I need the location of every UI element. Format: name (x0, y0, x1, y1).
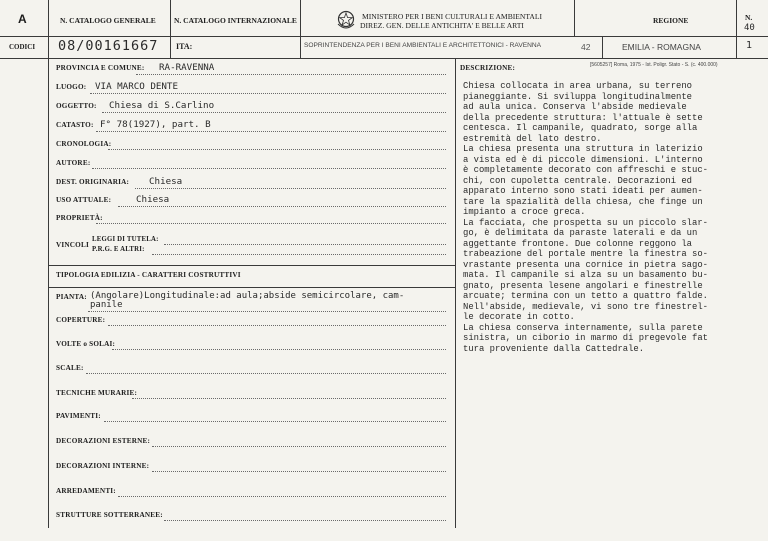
descrizione-line: della precedente struttura: l'attuale è sette (463, 112, 703, 123)
scale-label: SCALE: (56, 364, 84, 372)
oggetto-label: OGGETTO: (56, 102, 97, 110)
catalogo-generale-label: N. CATALOGO GENERALE (60, 16, 156, 25)
pianta-label: PIANTA: (56, 293, 87, 301)
pianta-value-line-1: (Angolare)Longitudinale:ad aula;abside semicircolare, cam- (90, 291, 405, 301)
cronologia-label: CRONOLOGIA: (56, 140, 112, 148)
descrizione-line: mata. Il campanile si alza su un basamento bu- (463, 270, 708, 280)
descrizione-line: arcuate; termina con un tetto a quattro falde. (463, 291, 708, 301)
numero-header-value: 40 (744, 23, 755, 33)
autore-line (92, 168, 446, 169)
descrizione-line: estremità del lato destro. (463, 133, 602, 144)
soprintendenza-code: 42 (581, 42, 591, 52)
uso-attuale-value: Chiesa (136, 194, 170, 205)
strutture-sotterranee-label: STRUTTURE SOTTERRANEE: (56, 511, 163, 519)
descrizione-label: DESCRIZIONE: (460, 64, 516, 72)
codici-label: CODICI (9, 43, 36, 51)
leggi-tutela-line (164, 244, 446, 245)
oggetto-value: Chiesa di S.Carlino (109, 100, 215, 111)
pianta-value-line-2: panile (90, 300, 123, 310)
catasto-label: CATASTO: (56, 121, 94, 129)
descrizione-line: Nell'abside, medievale, vi sono tre finestrel- (463, 301, 708, 312)
leggi-tutela-label: LEGGI DI TUTELA: (92, 236, 159, 243)
vincoli-label: VINCOLI (56, 241, 89, 249)
luogo-value: VIA MARCO DENTE (95, 81, 178, 92)
provincia-value: RA-RAVENNA (159, 62, 215, 73)
pianta-line (88, 311, 446, 312)
dest-originaria-label: DEST. ORIGINARIA: (56, 178, 130, 186)
ita-label: ITA: (176, 42, 193, 51)
print-note: [5605257] Roma, 1975 - Ist. Poligr. Stato - S. (c. 400.000) (590, 62, 718, 68)
republic-emblem-icon (336, 9, 356, 31)
soprintendenza-name: SOPRINTENDENZA PER I BENI AMBIENTALI E ARCHITETTONICI - RAVENNA (304, 42, 542, 49)
descrizione-line: vrastante presenta una cornice in pietra sago- (463, 259, 708, 270)
catalogo-code: 08/00161667 (58, 38, 159, 54)
regione-value: EMILIA - ROMAGNA (622, 42, 701, 52)
catasto-line (96, 131, 446, 132)
volte-solai-label: VOLTE o SOLAI: (56, 340, 116, 348)
cronologia-line (108, 149, 446, 150)
descrizione-line: gnato, presenta lesene angolari e finestrelle (463, 280, 703, 291)
uso-attuale-label: USO ATTUALE: (56, 196, 112, 204)
decorazioni-interne-label: DECORAZIONI INTERNE: (56, 462, 150, 470)
pavimenti-line (104, 421, 446, 422)
autore-label: AUTORE: (56, 159, 91, 167)
catalogo-internazionale-label: N. CATALOGO INTERNAZIONALE (174, 16, 297, 25)
luogo-line (90, 93, 446, 94)
descrizione-line: go, è delimitata da paraste laterali e da un (463, 228, 698, 238)
decorazioni-interne-line (152, 471, 446, 472)
section-letter: A (18, 12, 27, 26)
dest-originaria-value: Chiesa (149, 176, 183, 187)
arredamenti-label: ARREDAMENTI: (56, 487, 116, 495)
proprieta-label: PROPRIETÀ: (56, 214, 103, 222)
catasto-value: F° 78(1927), part. B (100, 119, 211, 130)
descrizione-text (463, 81, 761, 354)
volte-solai-line (112, 349, 446, 350)
regione-label: REGIONE (653, 16, 689, 25)
pavimenti-label: PAVIMENTI: (56, 412, 101, 420)
numero-code-value: 1 (746, 40, 753, 51)
descrizione-line: Chiesa collocata in area urbana, su terreno (463, 81, 693, 91)
proprieta-line (96, 223, 446, 224)
uso-attuale-line (118, 206, 446, 207)
numero-label: N. (745, 13, 753, 22)
decorazioni-esterne-label: DECORAZIONI ESTERNE: (56, 437, 151, 445)
descrizione-line: La chiesa conserva internamente, sulla parete (463, 322, 703, 333)
provincia-line (136, 74, 446, 75)
arredamenti-line (118, 496, 446, 497)
descrizione-line: le decorate in cotto. (463, 312, 575, 322)
tecniche-murarie-label: TECNICHE MURARIE: (56, 389, 138, 397)
prg-label: P.R.G. E ALTRI: (92, 246, 145, 253)
tecniche-murarie-line (132, 398, 446, 399)
descrizione-line: trabeazione del portale mentre la finestra so- (463, 249, 708, 259)
decorazioni-esterne-line (152, 446, 446, 447)
descrizione-line: tare la spazialità della chiesa, che finge un (463, 196, 703, 207)
descrizione-line: aggettante frontone. Due colonne reggono la (463, 238, 693, 249)
descrizione-line: apparato interno sono stati ideati per aumen- (463, 186, 703, 196)
descrizione-line: tura proveniente dalla Cattedrale. (463, 343, 645, 354)
descrizione-line: è completamente decorato con affreschi e stuc- (463, 165, 708, 175)
descrizione-line: sinistra, un ciborio in marmo di pregevole fat (463, 333, 708, 343)
provincia-label: PROVINCIA E COMUNE: (56, 64, 145, 72)
strutture-sotterranee-line (164, 520, 446, 521)
ministero-line-2: DIREZ. GEN. DELLE ANTICHITA' E BELLE ARTI (360, 21, 524, 30)
coperture-line (108, 325, 446, 326)
coperture-label: COPERTURE: (56, 316, 106, 324)
scale-line (86, 373, 446, 374)
descrizione-line: pianeggiante. Si sviluppa longitudinalmente (463, 91, 693, 102)
oggetto-line (102, 112, 446, 113)
ministero-line-1: MINISTERO PER I BENI CULTURALI E AMBIENTALI (362, 12, 543, 21)
tipologia-label: TIPOLOGIA EDILIZIA - CARATTERI COSTRUTTIVI (56, 271, 241, 279)
descrizione-line: a vista ed è di piccole dimensioni. L'interno (463, 154, 703, 165)
descrizione-line: impianto a croce greca. (463, 207, 586, 217)
descrizione-line: ad aula unica. Conserva l'abside medievale (463, 102, 687, 112)
descrizione-line: centesca. Il campanile, quadrato, sorge alla (463, 123, 698, 133)
descrizione-line: La facciata, che prospetta su un piccolo slar- (463, 217, 708, 228)
luogo-label: LUOGO: (56, 83, 87, 91)
descrizione-line: chi, con cupoletta centrale. Decorazioni ed (463, 175, 693, 186)
prg-line (152, 254, 446, 255)
dest-originaria-line (135, 188, 446, 189)
descrizione-line: La chiesa presenta una struttura in laterizio (463, 144, 703, 154)
